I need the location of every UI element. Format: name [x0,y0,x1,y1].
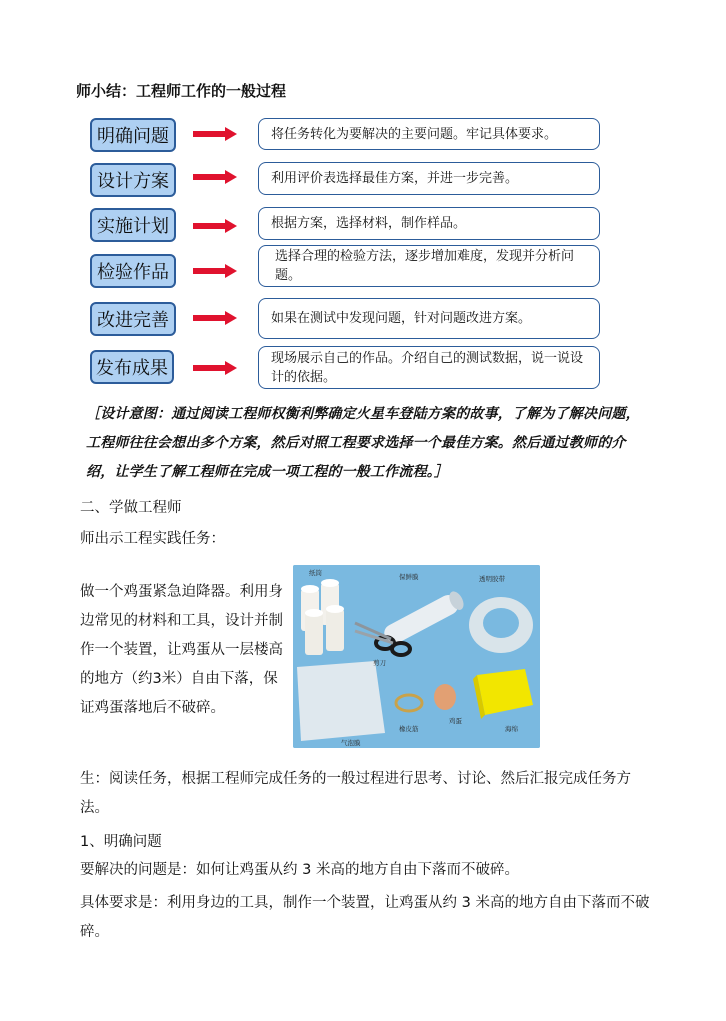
point-one-title: 1、明确问题 [80,834,162,850]
egg [434,684,456,710]
label-sponge: 海绵 [505,725,518,733]
step-desc-publish: 现场展示自己的作品。介绍自己的测试数据，说一说设计的依据。 [258,346,600,389]
requirement-line: 具体要求是：利用身边的工具，制作一个装置，让鸡蛋从约 3 米高的地方自由下落而不破碎。 [80,895,650,940]
summary-heading: 师小结：工程师工作的一般过程 [76,82,287,100]
section-two-title: 二、学做工程师 [80,500,182,516]
step-label-publish: 发布成果 [90,350,174,384]
label-scissors: 剪刀 [373,659,386,667]
step-desc-improve: 如果在测试中发现问题，针对问题改进方案。 [258,298,600,339]
teacher-task-intro: 师出示工程实践任务： [80,531,225,547]
problem-line: 要解决的问题是：如何让鸡蛋从约 3 米高的地方自由下落而不破碎。 [80,862,519,878]
step-desc-define-problem: 将任务转化为要解决的主要问题。牢记具体要求。 [258,118,600,150]
step-label-implement-plan: 实施计划 [90,208,176,242]
label-bubble-wrap: 气泡膜 [341,739,361,747]
step-label-define-problem: 明确问题 [90,118,176,152]
student-activity: 生：阅读任务，根据工程师完成任务的一般过程进行思考、讨论、然后汇报完成任务方法。 [80,771,631,816]
materials-illustration [293,565,540,748]
arrow-right-icon [193,170,237,184]
step-label-design-plan: 设计方案 [90,163,176,197]
arrow-right-icon [193,127,237,141]
label-paper-tube: 纸筒 [309,569,322,577]
step-desc-design-plan: 利用评价表选择最佳方案，并进一步完善。 [258,162,600,195]
materials-photo [293,565,540,748]
arrow-right-icon [193,311,237,325]
step-label-test-work: 检验作品 [90,254,176,288]
step-desc-test-work: 选择合理的检验方法，逐步增加难度，发现并分析问题。 [258,245,600,287]
arrow-right-icon [193,361,237,375]
bubble-wrap [297,661,385,741]
arrow-right-icon [193,264,237,278]
task-description: 做一个鸡蛋紧急迫降器。利用身边常见的材料和工具，设计并制作一个装置，让鸡蛋从一层楼高的地方（约3米）自由下落，保证鸡蛋落地后不破碎。 [80,584,283,716]
label-cling-film: 保鲜膜 [399,573,419,581]
step-label-improve: 改进完善 [90,302,176,336]
paper-tubes [301,579,344,655]
label-egg: 鸡蛋 [449,717,462,725]
tape-roll [469,597,533,653]
arrow-right-icon [193,219,237,233]
label-rubber-band: 橡皮筋 [399,725,419,733]
step-desc-implement-plan: 根据方案，选择材料，制作样品。 [258,207,600,240]
label-tape: 透明胶带 [479,575,505,583]
design-intent: ［设计意图：通过阅读工程师权衡利弊确定火星车登陆方案的故事，了解为了解决问题，工程师往往会想出多个方案，然后对照工程要求选择一个最佳方案。然后通过教师的介绍，让学生了解工程师在完成一项工程的一般工作流程。］ [86,406,640,480]
